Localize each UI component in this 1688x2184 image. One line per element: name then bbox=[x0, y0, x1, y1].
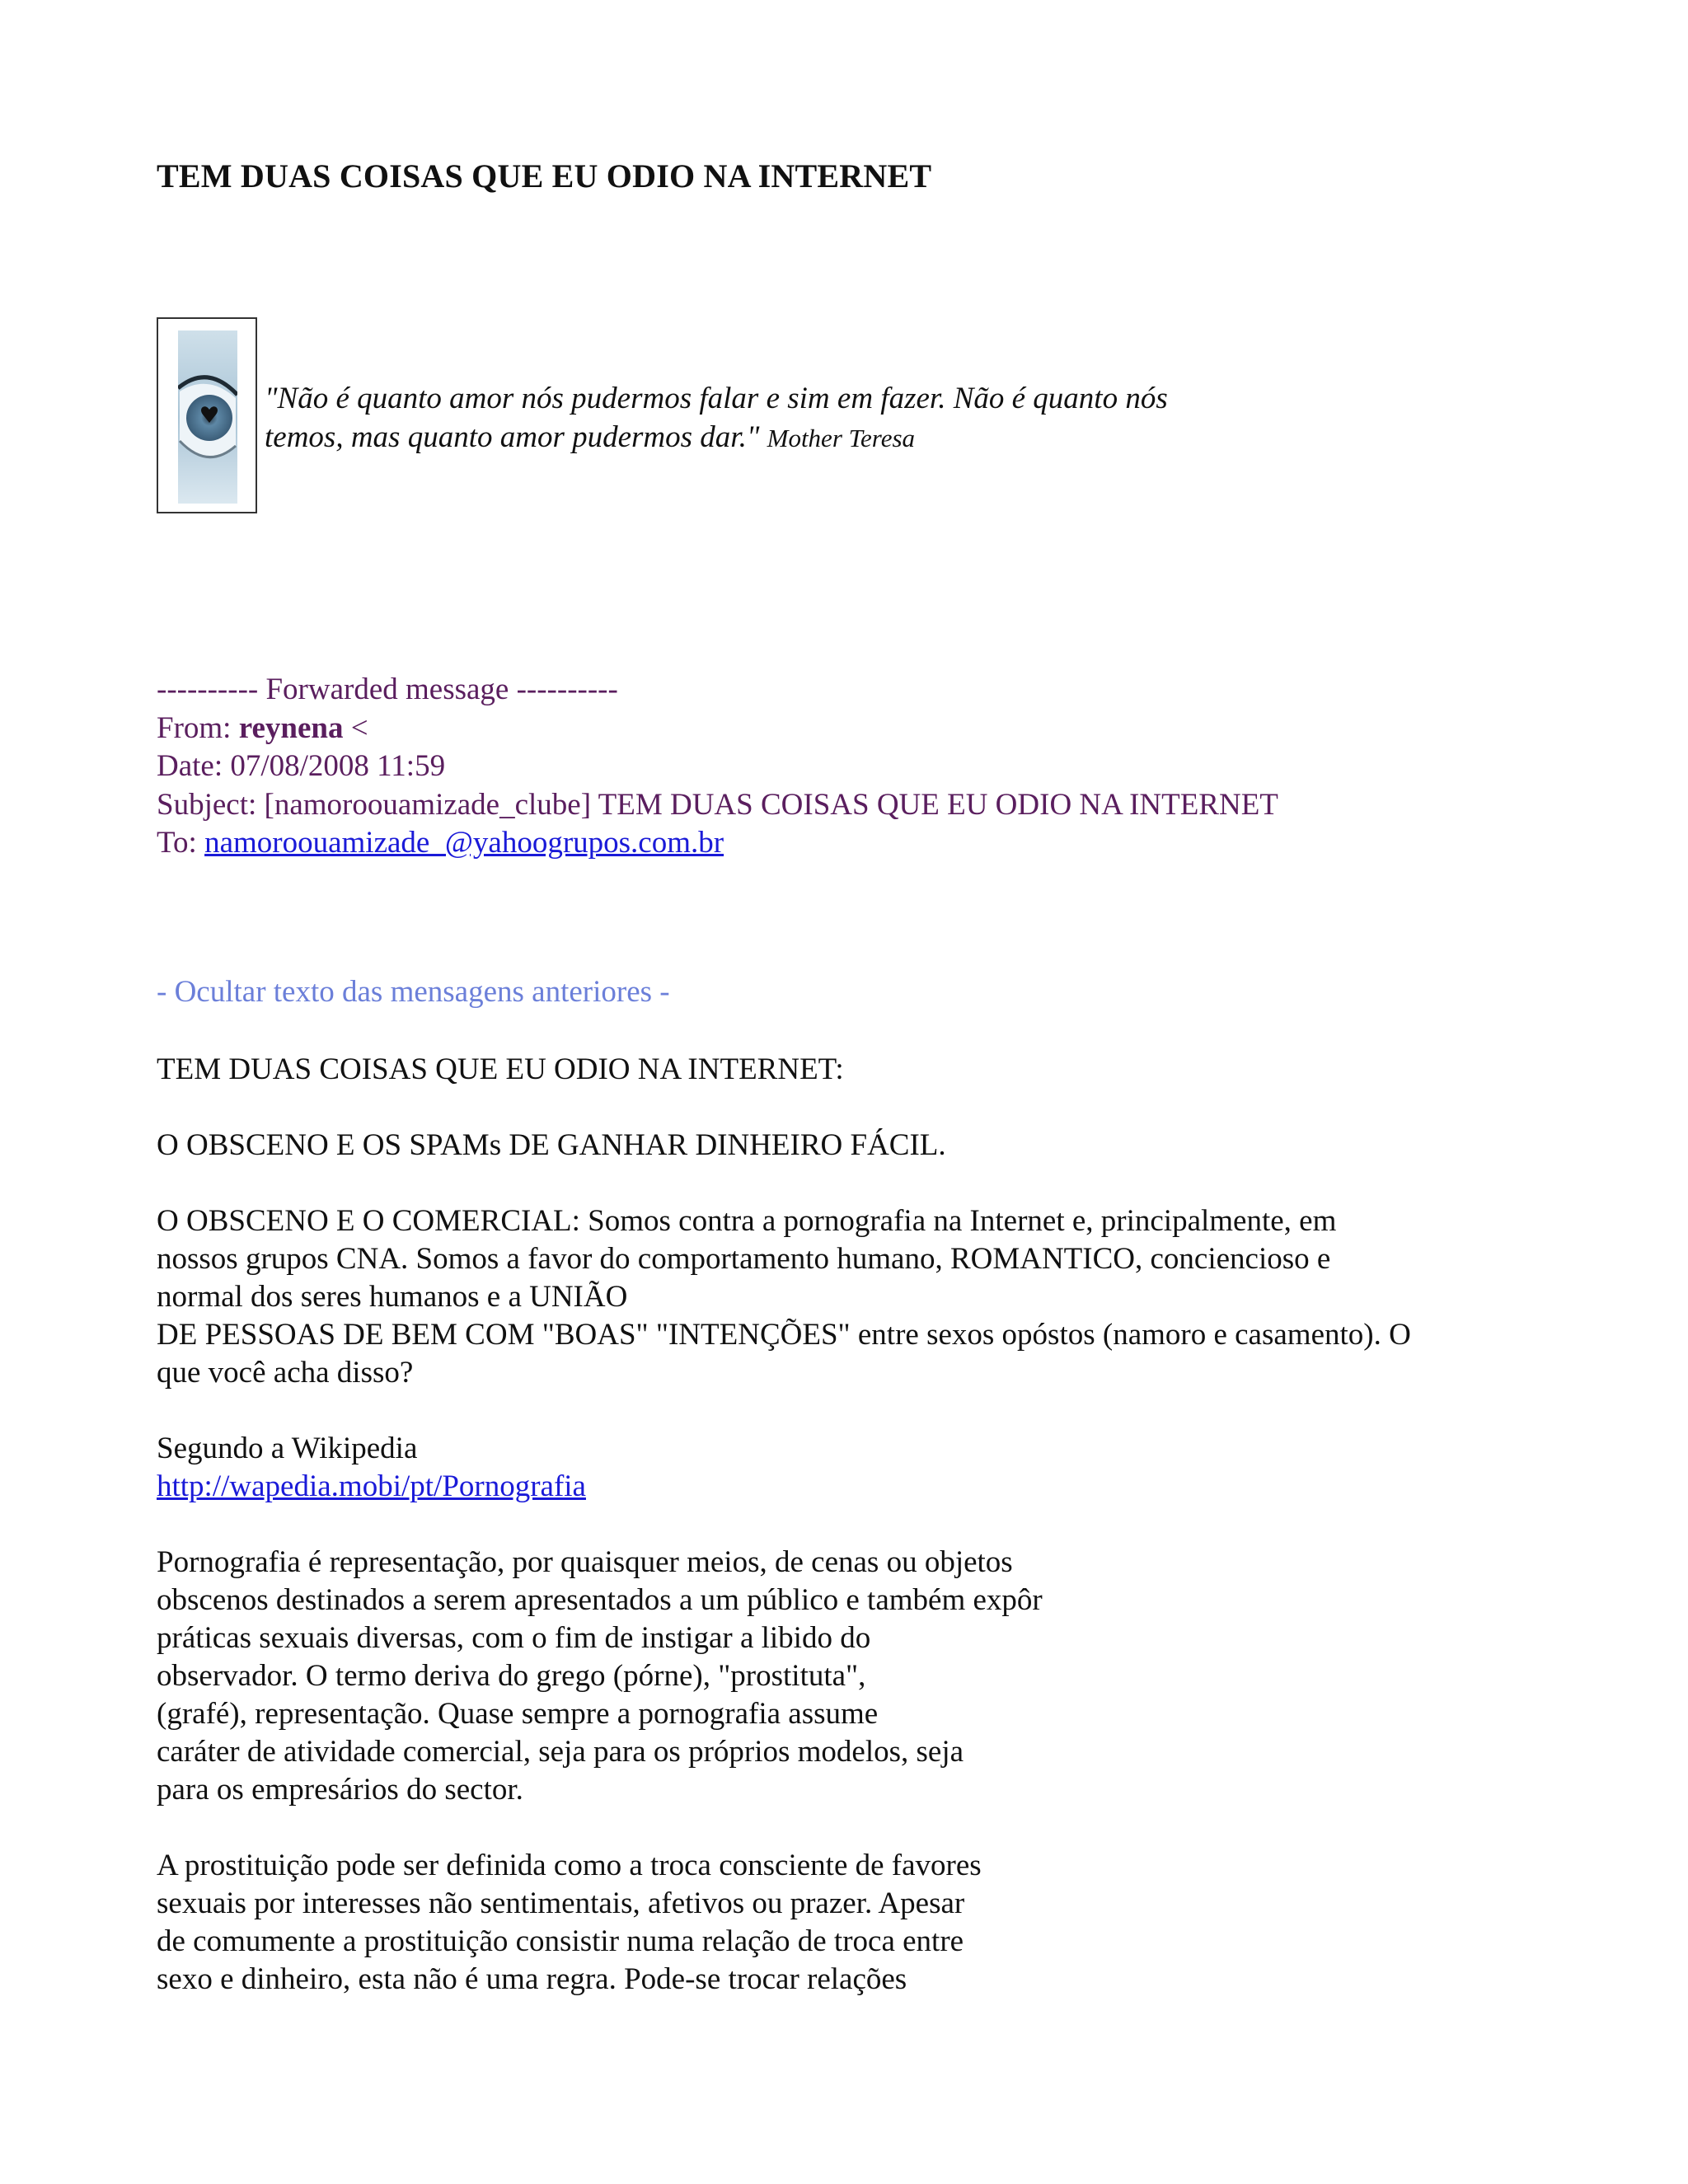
paragraph-line: Pornografia é representação, por quaisquer meios, de cenas ou objetos bbox=[157, 1545, 1013, 1579]
eye-icon bbox=[178, 330, 237, 504]
paragraph-line: (grafé), representação. Quase sempre a pornografia assume bbox=[157, 1697, 879, 1731]
date-value: 07/08/2008 11:59 bbox=[230, 749, 446, 783]
paragraph-line: normal dos seres humanos e a UNIÃO bbox=[157, 1280, 628, 1314]
paragraph-line: práticas sexuais diversas, com o fim de instigar a libido do bbox=[157, 1621, 871, 1655]
forwarded-header bbox=[157, 671, 1278, 863]
subject-line bbox=[157, 786, 1278, 825]
paragraph-line: observador. O termo deriva do grego (pórne), "prostituta", bbox=[157, 1659, 866, 1693]
quote-line-1: "Não é quanto amor nós pudermos falar e sim em fazer. Não é quanto nós bbox=[265, 382, 1168, 415]
paragraph-line: para os empresários do sector. bbox=[157, 1773, 523, 1807]
paragraph-line: de comumente a prostituição consistir numa relação de troca entre bbox=[157, 1924, 964, 1958]
subject-value: [namoroouamizade_clube] TEM DUAS COISAS QUE EU ODIO NA INTERNET bbox=[264, 787, 1278, 822]
quote-image-frame bbox=[157, 317, 257, 513]
to-email-link[interactable]: namoroouamizade_@yahoogrupos.com.br bbox=[204, 826, 724, 860]
body-paragraph-2 bbox=[157, 1544, 1558, 1809]
from-line bbox=[157, 710, 1278, 748]
paragraph-line: sexo e dinheiro, esta não é uma regra. Pode-se trocar relações bbox=[157, 1962, 907, 1996]
message-body bbox=[157, 1051, 1558, 2036]
body-paragraph-3 bbox=[157, 1847, 1558, 1999]
body-subheading: O OBSCENO E OS SPAMs DE GANHAR DINHEIRO FÁCIL. bbox=[157, 1128, 946, 1162]
from-name: reynena bbox=[238, 710, 344, 745]
quote-author: Mother Teresa bbox=[767, 424, 916, 452]
body-paragraph-1 bbox=[157, 1202, 1558, 1392]
date-line bbox=[157, 748, 1278, 786]
wikipedia-link[interactable]: http://wapedia.mobi/pt/Pornografia bbox=[157, 1469, 586, 1503]
from-suffix: < bbox=[343, 710, 368, 745]
paragraph-line: A prostituição pode ser definida como a troca consciente de favores bbox=[157, 1849, 982, 1882]
paragraph-line: nossos grupos CNA. Somos a favor do comportamento humano, ROMANTICO, conciencioso e bbox=[157, 1242, 1331, 1276]
quote bbox=[265, 379, 1336, 457]
paragraph-line: obscenos destinados a serem apresentados a um público e também expôr bbox=[157, 1583, 1043, 1617]
wikipedia-reference bbox=[157, 1430, 1558, 1506]
quote-line-2: temos, mas quanto amor pudermos dar." bbox=[265, 420, 760, 454]
to-line bbox=[157, 824, 1278, 863]
body-heading: TEM DUAS COISAS QUE EU ODIO NA INTERNET: bbox=[157, 1052, 844, 1086]
forwarded-separator: ---------- Forwarded message ---------- bbox=[157, 673, 618, 706]
paragraph-line: O OBSCENO E O COMERCIAL: Somos contra a pornografia na Internet e, principalmente, em bbox=[157, 1204, 1337, 1238]
date-label: Date: bbox=[157, 749, 231, 783]
wikipedia-label: Segundo a Wikipedia bbox=[157, 1432, 418, 1465]
paragraph-line: caráter de atividade comercial, seja para os próprios modelos, seja bbox=[157, 1735, 964, 1769]
paragraph-line: que você acha disso? bbox=[157, 1356, 414, 1390]
paragraph-line: DE PESSOAS DE BEM COM "BOAS" "INTENÇÕES" entre sexos opóstos (namoro e casamento). O bbox=[157, 1318, 1411, 1352]
paragraph-line: sexuais por interesses não sentimentais, afetivos ou prazer. Apesar bbox=[157, 1886, 965, 1920]
subject-label: Subject: bbox=[157, 787, 265, 822]
to-label: To: bbox=[157, 826, 205, 860]
hide-quoted-text-link[interactable]: - Ocultar texto das mensagens anteriores - bbox=[157, 975, 670, 1009]
page-title: TEM DUAS COISAS QUE EU ODIO NA INTERNET bbox=[157, 157, 932, 194]
from-label: From: bbox=[157, 710, 239, 745]
